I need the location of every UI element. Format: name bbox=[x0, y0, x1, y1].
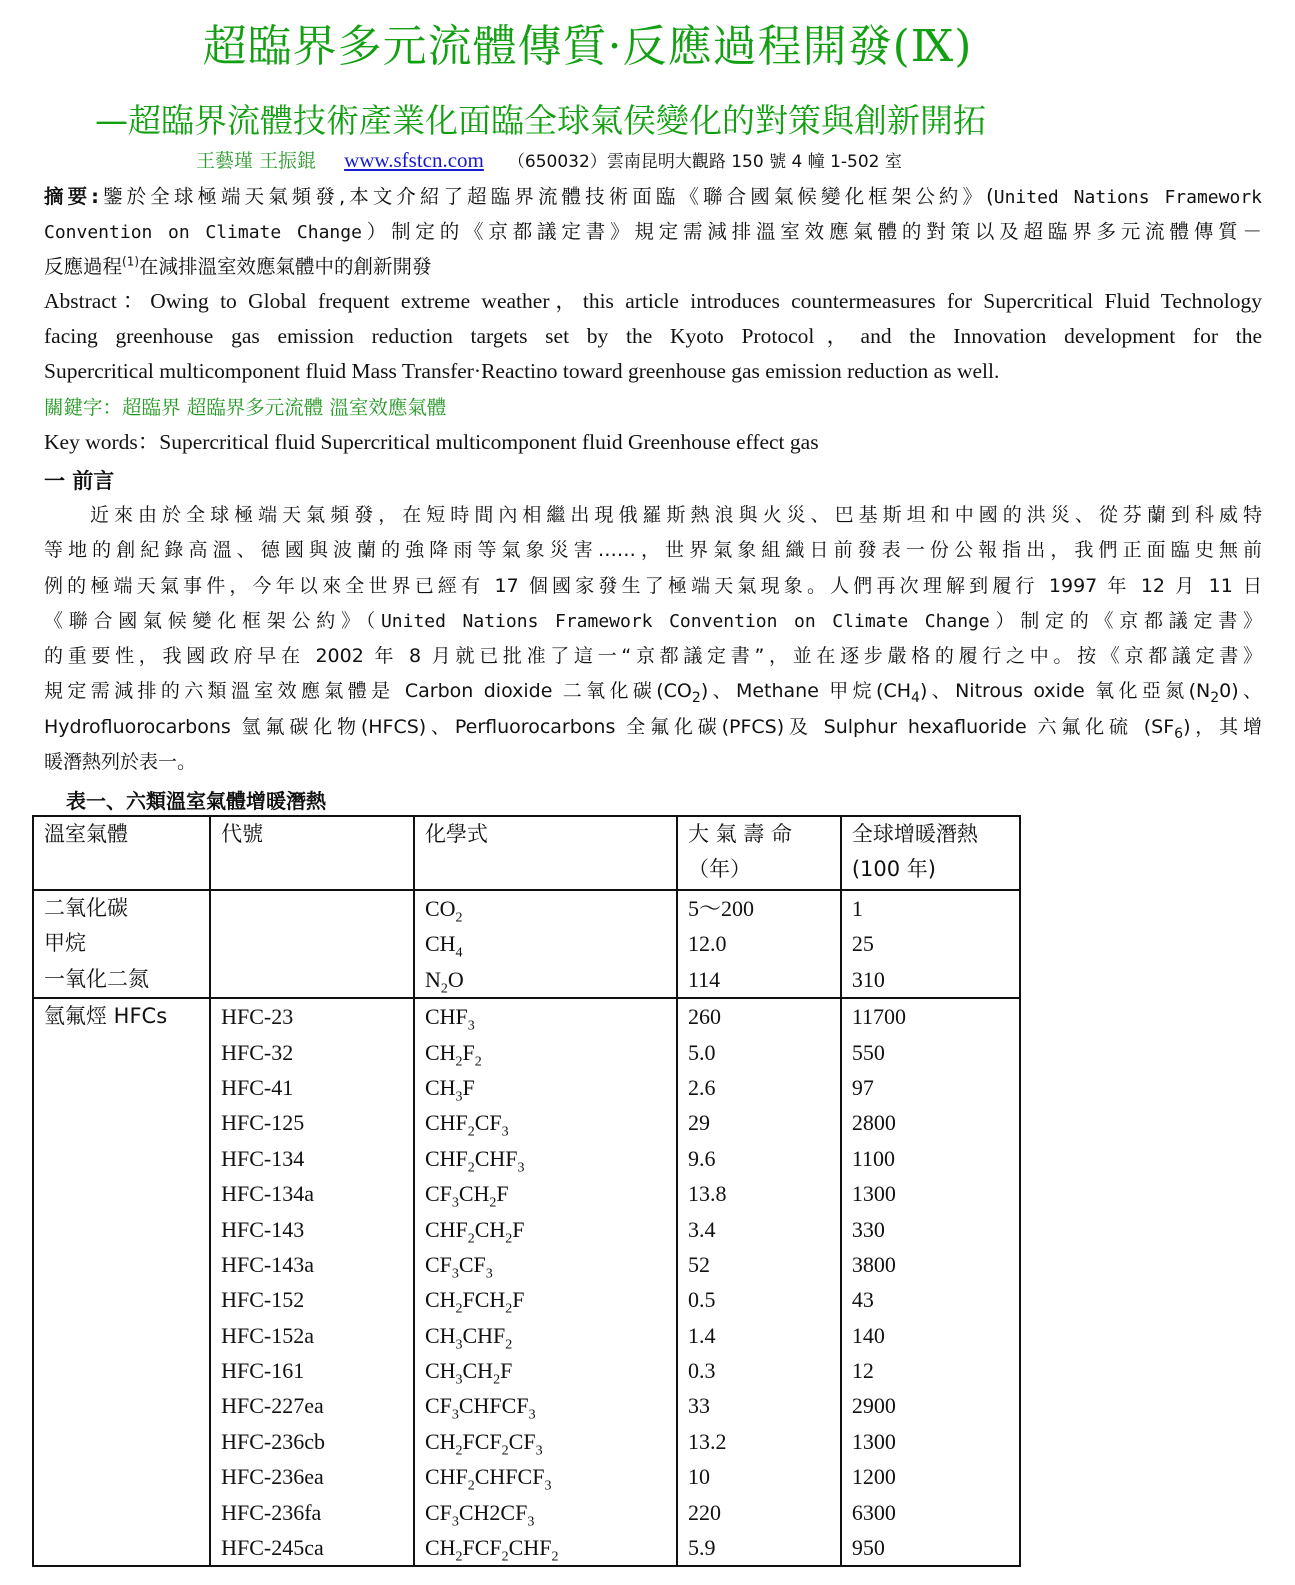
lifetime-value: 5～200 bbox=[687, 896, 754, 921]
formula-value: $CH_2F_2$ bbox=[424, 1039, 482, 1069]
lifetime-value: 0.5 bbox=[687, 1287, 716, 1313]
section-body: 近來由於全球極端天氣頻發，在短時間內相繼出現俄羅斯熱浪與火災、巴基斯坦和中國的洪災、從芬蘭到科威特 等地的創紀錄高溫、德國與波蘭的強降雨等氣象災害……，世界氣象組織日前發表一份公報指出，我們正面臨史無前 例的極端天氣事件，今年以來全世界已經有 17 個國家發生了極端天氣現象。人們再次理解到履行 1997 年 12 月 11 日 《聯合國氣候變化框架公約》（United Nations Framework Convention on Climate Change）制定的《京都議定書》 的重要性，我國政府早在 2002 年 8 月就已批准了這一“京都議定書”，並在逐步嚴格的履行之中。按《京都議定書》 規定需減排的六類溫室效應氣體是 Carbon dioxide 二氧化碳$(CO_2)$、Methane 甲烷$(CH_4)$、Nitrous oxide 氧化亞氮$(N_20)$、 Hydrofluorocarbons 氫氟碳化物(HFCS)、Perfluorocarbons 全氟化碳(PFCS)及 Sulphur hexafluoride 六氟化硫 $(SF_6)$，其增 暖潛熱列於表一。 bbox=[44, 504, 1262, 774]
keywords-english: Key words：Supercritical fluid Supercritical multicomponent fluid Greenhouse effect gas bbox=[44, 430, 819, 454]
gwp-value: 3800 bbox=[851, 1251, 896, 1277]
gwp-value: 43 bbox=[851, 1287, 874, 1313]
abstract-english: Abstract：Owing to Global frequent extreme weather，this article introduces countermeasures for Supercritical Fluid Technology facing greenhouse gas emission reduction targets set by the Kyoto Protocol，and the Innovation development for the Supercritical multicomponent fluid Mass Transfer·Reactino toward greenhouse gas emission reduction as well. bbox=[44, 289, 1262, 383]
hfc-code: HFC-161 bbox=[221, 1358, 305, 1384]
lifetime-value: 220 bbox=[687, 1499, 721, 1525]
formula-value: $CHF_2CH_2F$ bbox=[424, 1216, 525, 1246]
formula-value: $CHF_2CHF_3$ bbox=[424, 1145, 525, 1176]
gwp-value: 550 bbox=[851, 1039, 885, 1065]
formula-value: $CHF_2CHFCF_3$ bbox=[424, 1464, 552, 1494]
formula-list bbox=[414, 998, 677, 1566]
lifetime-value: 114 bbox=[687, 966, 721, 992]
lifetime-value: 260 bbox=[687, 1004, 721, 1030]
gwp-value: 1300 bbox=[851, 1181, 896, 1207]
formula-value: $CH_4$ bbox=[424, 931, 463, 961]
formula-value: $CH_3CHF_2$ bbox=[424, 1322, 513, 1353]
page-title: 超臨界多元流體傳質·反應過程開發(Ⅸ) bbox=[202, 21, 973, 72]
gwp-value: 25 bbox=[851, 931, 874, 957]
keywords-chinese: 關鍵字：超臨界 超臨界多元流體 溫室效應氣體 bbox=[44, 396, 447, 419]
formula-value: $CHF_2CF_3$ bbox=[424, 1110, 509, 1140]
gwp-value: 6300 bbox=[851, 1499, 896, 1525]
lifetime-value: 5.0 bbox=[687, 1039, 716, 1065]
hfc-code: HFC-245ca bbox=[221, 1535, 324, 1561]
lifetime-value: 13.2 bbox=[687, 1428, 727, 1454]
hfc-code: HFC-236fa bbox=[221, 1499, 322, 1525]
table-row-group-main-gases bbox=[33, 890, 1020, 998]
formula-value: $CF_3CH2CF_3$ bbox=[424, 1499, 535, 1530]
gwp-value: 140 bbox=[851, 1322, 885, 1348]
table-header-row bbox=[33, 816, 1020, 890]
gwp-value: 2900 bbox=[851, 1393, 896, 1419]
gwp-value: 1100 bbox=[851, 1145, 896, 1171]
gas-name: 一氧化二氮 bbox=[44, 966, 149, 991]
formula-value: $CH_2FCH_2F$ bbox=[424, 1287, 525, 1317]
gwp-value: 330 bbox=[851, 1216, 885, 1242]
lifetime-list bbox=[677, 890, 841, 998]
lifetime-value: 13.8 bbox=[687, 1181, 727, 1207]
formula-value: $CF_3CH_2F$ bbox=[424, 1181, 509, 1211]
header-code: 代號 bbox=[210, 816, 414, 890]
hfc-code: HFC-236cb bbox=[221, 1428, 325, 1454]
hfc-code: HFC-152a bbox=[221, 1322, 314, 1348]
hfc-code: HFC-227ea bbox=[221, 1393, 324, 1419]
hfc-code: HFC-134 bbox=[221, 1145, 305, 1171]
lifetime-value: 52 bbox=[687, 1251, 710, 1277]
gwp-value: 1300 bbox=[851, 1428, 896, 1454]
hfc-code: HFC-152 bbox=[221, 1287, 305, 1313]
gwp-value: 310 bbox=[851, 966, 885, 992]
formula-value: $CF_3CHFCF_3$ bbox=[424, 1393, 536, 1423]
gwp-table bbox=[32, 815, 1021, 1567]
hfc-code: HFC-236ea bbox=[221, 1464, 324, 1490]
gwp-value: 950 bbox=[851, 1535, 885, 1561]
formula-value: $CH_3CH_2F$ bbox=[424, 1358, 513, 1388]
hfc-code: HFC-41 bbox=[221, 1074, 294, 1100]
gas-name-hfcs: 氫氟烴 HFCs bbox=[33, 998, 210, 1566]
table-row-group-hfcs bbox=[33, 998, 1020, 1566]
gwp-value: 12 bbox=[851, 1358, 874, 1384]
lifetime-value: 2.6 bbox=[687, 1074, 716, 1100]
gas-name: 二氧化碳 bbox=[44, 896, 128, 920]
gwp-value: 11700 bbox=[851, 1004, 907, 1030]
formula-value: $CH_2FCF_2CHF_2$ bbox=[424, 1535, 559, 1565]
hfc-code: HFC-125 bbox=[221, 1110, 305, 1136]
lifetime-value: 5.9 bbox=[687, 1535, 716, 1561]
header-gas: 溫室氣體 bbox=[33, 816, 210, 890]
hfc-code: HFC-134a bbox=[221, 1181, 314, 1207]
code-cell-empty bbox=[210, 890, 414, 998]
gwp-value: 1200 bbox=[851, 1464, 896, 1490]
formula-value: $CF_3CF_3$ bbox=[424, 1251, 493, 1282]
lifetime-value: 10 bbox=[687, 1464, 710, 1490]
abstract-chinese: 摘要:鑒於全球極端天氣頻發,本文介紹了超臨界流體技術面臨《聯合國氣候變化框架公約》(United Nations Framework Convention on Climate Change）制定的《京都議定書》規定需減排溫室效應氣體的對策以及超臨界多元流體傳質－ 反應過程$^{(1)}$在減排溫室效應氣體中的創新開發 bbox=[44, 185, 1262, 278]
lifetime-list bbox=[677, 998, 841, 1566]
gwp-value: 1 bbox=[851, 896, 863, 921]
abstract-label: 摘要: bbox=[44, 185, 99, 208]
gas-name: 甲烷 bbox=[44, 931, 86, 956]
page-subtitle: —超臨界流體技術產業化面臨全球氣侯變化的對策與創新開拓 bbox=[95, 101, 986, 140]
formula-value: $CHF_3$ bbox=[424, 1004, 475, 1034]
lifetime-value: 33 bbox=[687, 1393, 710, 1419]
hfc-code: HFC-32 bbox=[221, 1039, 294, 1065]
header-lifetime: 大 氣 壽 命（年） bbox=[677, 816, 841, 890]
gwp-list bbox=[841, 998, 1020, 1566]
hfc-code: HFC-143a bbox=[221, 1251, 314, 1277]
code-list bbox=[210, 998, 414, 1566]
author-line bbox=[196, 146, 902, 173]
header-gwp: 全球增暖潛熱(100 年) bbox=[841, 816, 1020, 890]
gwp-list bbox=[841, 890, 1020, 998]
website-link[interactable]: www.sfstcn.com bbox=[344, 148, 484, 172]
section-heading: 一 前言 bbox=[44, 469, 115, 493]
formula-value: $CH_2FCF_2CF_3$ bbox=[424, 1428, 543, 1459]
hfc-code: HFC-143 bbox=[221, 1216, 305, 1242]
gwp-value: 97 bbox=[851, 1074, 874, 1100]
address: （650032）雲南昆明大觀路 150 號 4 幢 1-502 室 bbox=[507, 152, 902, 172]
formula-list bbox=[414, 890, 677, 998]
lifetime-value: 3.4 bbox=[687, 1216, 716, 1242]
table-caption: 表一、六類溫室氣體增暖潛熱 bbox=[66, 789, 326, 813]
lifetime-value: 0.3 bbox=[687, 1358, 716, 1384]
header-formula: 化學式 bbox=[414, 816, 677, 890]
lifetime-value: 9.6 bbox=[687, 1145, 716, 1171]
lifetime-value: 12.0 bbox=[687, 931, 727, 957]
hfc-code: HFC-23 bbox=[221, 1004, 294, 1030]
formula-value: $CO_2$ bbox=[424, 896, 463, 926]
formula-value: $CH_3F$ bbox=[424, 1074, 475, 1105]
gas-names bbox=[33, 890, 210, 998]
formula-value: $N_2O$ bbox=[424, 966, 464, 997]
lifetime-value: 29 bbox=[687, 1110, 710, 1136]
gwp-value: 2800 bbox=[851, 1110, 896, 1136]
lifetime-value: 1.4 bbox=[687, 1322, 716, 1348]
author-names: 王藝瑾 王振錕 bbox=[196, 150, 317, 172]
